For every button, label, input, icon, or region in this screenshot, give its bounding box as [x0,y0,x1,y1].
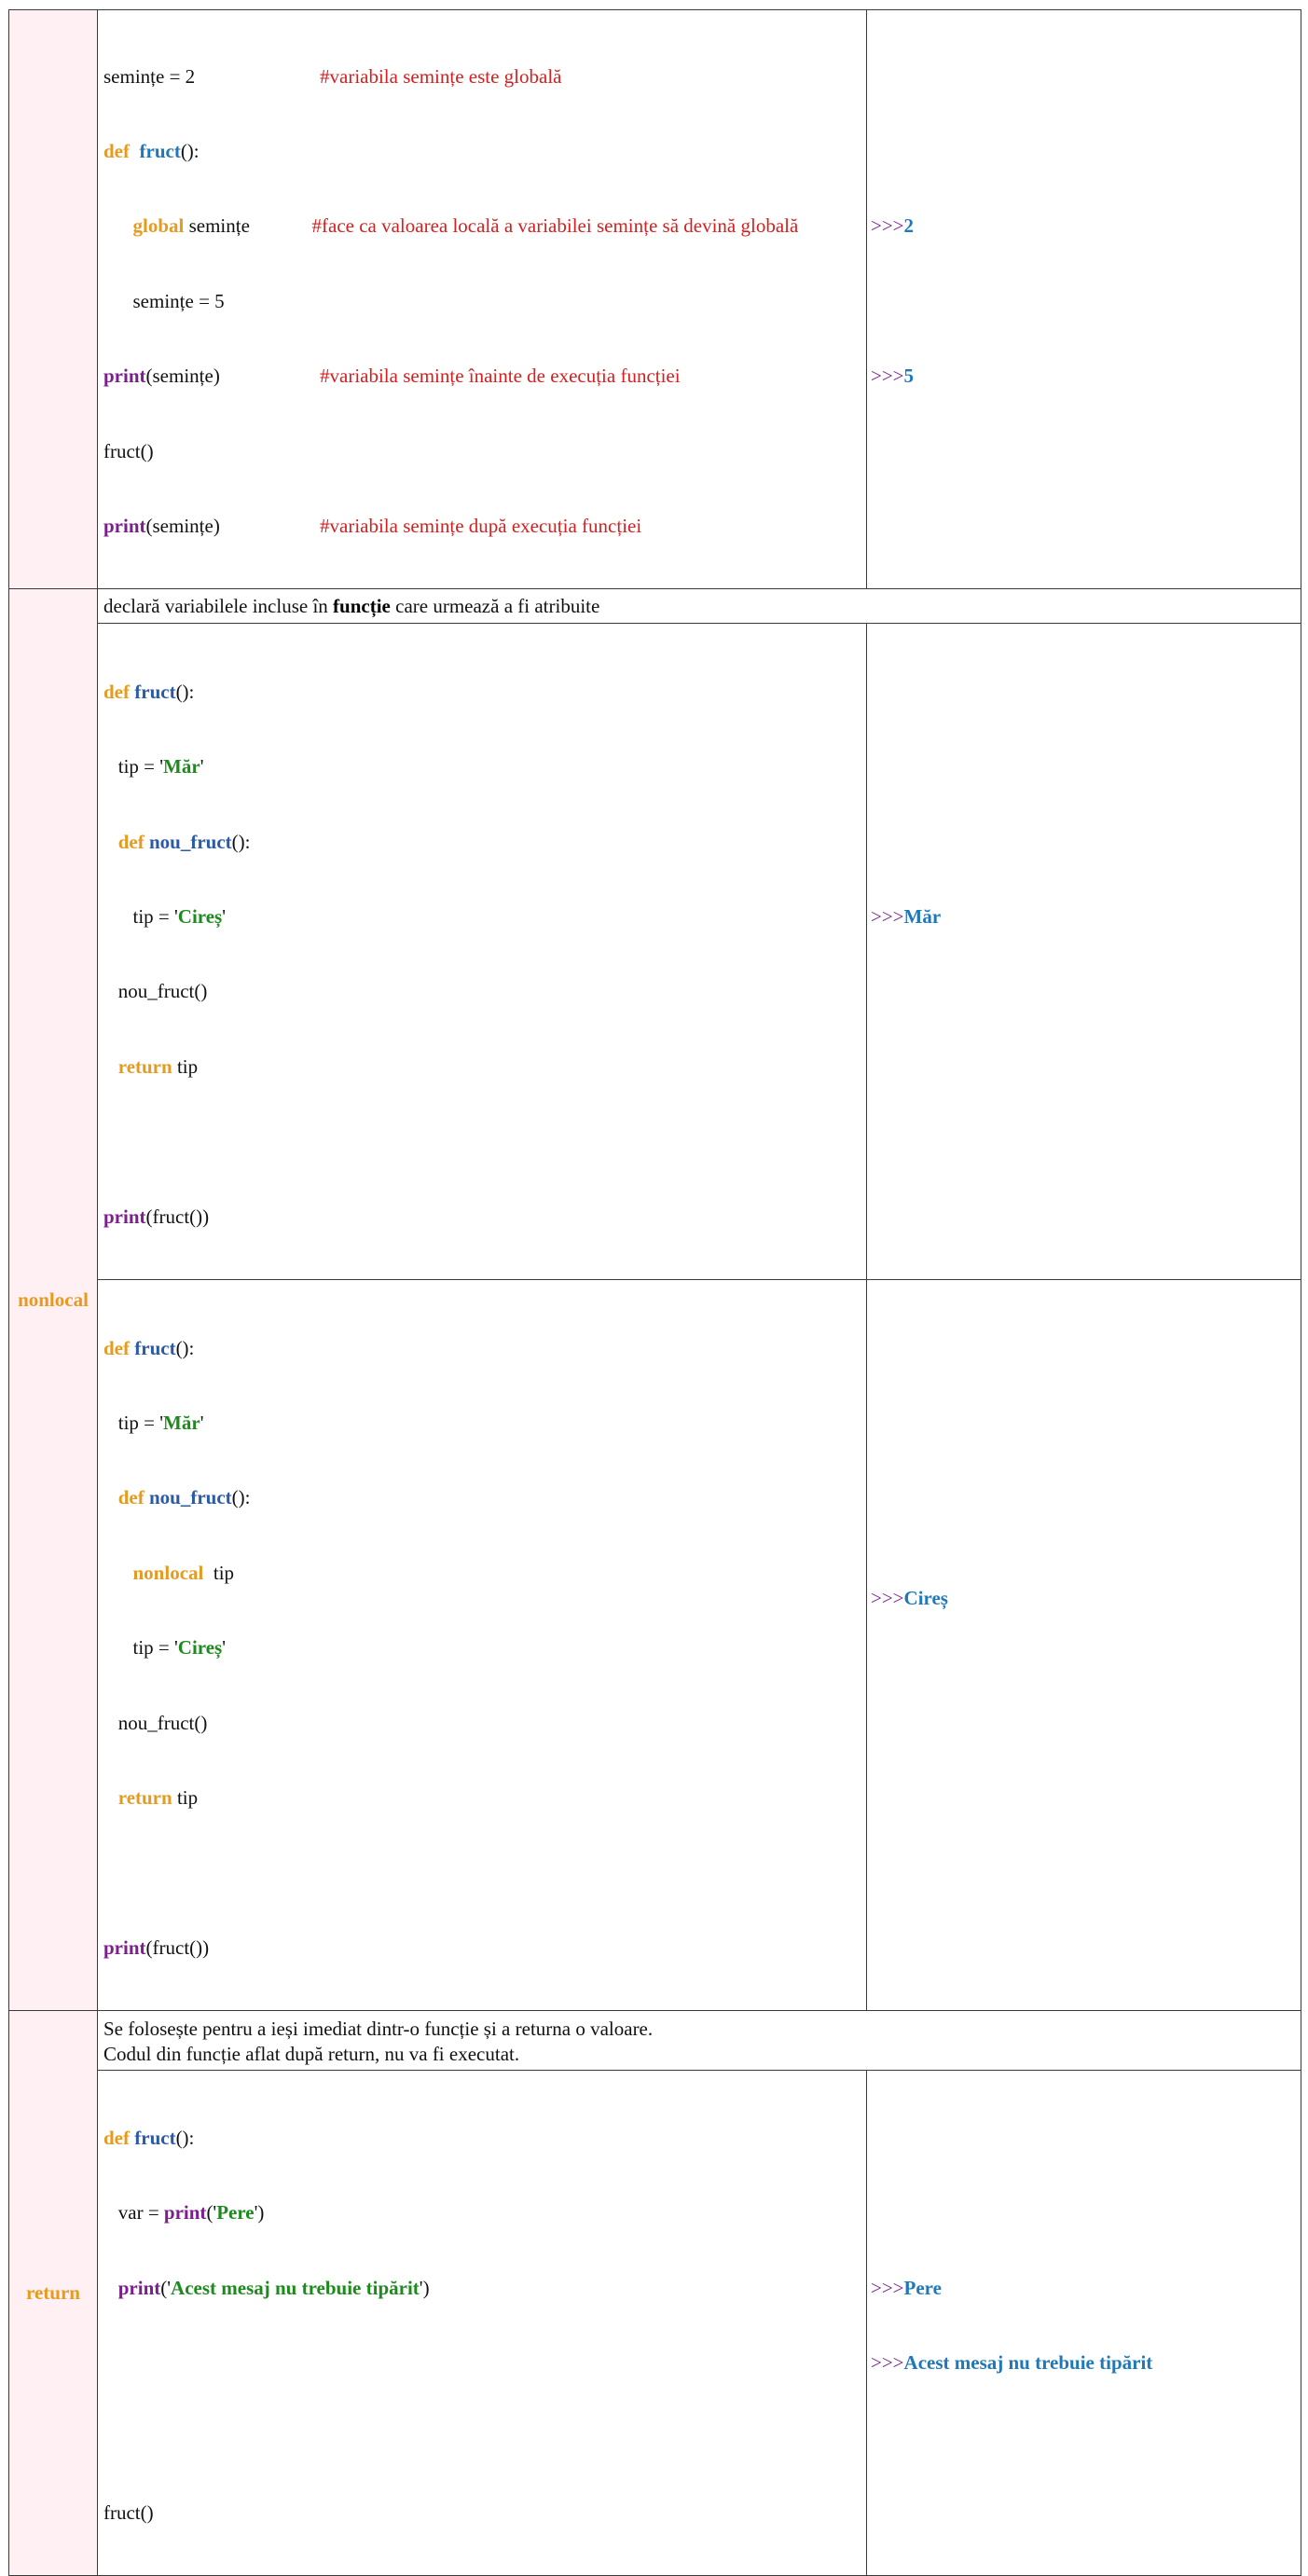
keyword-reference-table [8,9,1301,2576]
return-example-row [9,2071,1301,2576]
return-keyword-label: return [26,2281,80,2305]
return-example-output-cell [867,2071,1301,2576]
code-block [98,10,866,588]
code-comment: #variabila semințe este globală [320,64,562,88]
output-line: >>>5 [871,365,915,388]
return-example-code-cell [98,2071,867,2576]
global-label-cell [9,10,98,589]
nonlocal-example1-output-cell [867,624,1301,1280]
code-line: fruct() [103,439,154,462]
nonlocal-example1-code-cell [98,624,867,1280]
code-comment: #face ca valoarea locală a variabilei semințe să devină globală [311,214,799,238]
code-block: def fruct(): tip = 'Măr' def nou_fruct(): tip = 'Cireș' nou_fruct() return tip print(fruct()) [103,680,251,1228]
global-code-cell [98,10,867,589]
nonlocal-description-row [9,589,1301,624]
code-line: semințe = 5 [132,289,225,312]
code-comment: #variabila semințe după execuția funcției [320,514,642,537]
nonlocal-example1-row [9,624,1301,1280]
return-label-cell [9,2011,98,2576]
nonlocal-description-cell: declară variabilele incluse în funcție care urmează a fi atribuite [98,589,1301,624]
code-line: def fruct(): [103,139,200,162]
output-line: >>>Acest mesaj nu trebuie tipărit [871,2350,1153,2374]
nonlocal-keyword-label: nonlocal [18,1288,89,1311]
code-line: print(semințe) #variabila semințe după execuția funcției [103,514,642,537]
code-line: semințe = 2 #variabila semințe este globală [103,64,562,88]
code-line: global semințe #face ca valoarea locală a variabilei semințe să devină globală [132,214,799,238]
output-line: >>>Pere [871,2276,942,2299]
output-line: >>>2 [871,214,915,238]
code-block: def fruct(): var = print('Pere') print('Acest mesaj nu trebuie tipărit') fruct() [103,2126,430,2524]
code-line: print(semințe) #variabila semințe înainte de execuția funcției [103,365,681,388]
nonlocal-example2-row [9,1280,1301,2011]
output-line: >>>Măr [871,905,942,929]
nonlocal-example2-code-cell [98,1280,867,2011]
return-description-row [9,2011,1301,2071]
nonlocal-label-cell [9,589,98,2011]
nonlocal-example2-output-cell [867,1280,1301,2011]
global-output-cell [867,10,1301,589]
global-example-row [9,10,1301,589]
code-block: def fruct(): tip = 'Măr' def nou_fruct(): nonlocal tip tip = 'Cireș' nou_fruct() return tip print(fruct()) [103,1336,251,1959]
code-comment: #variabila semințe înainte de execuția funcției [320,365,681,388]
output-line: >>>Cireș [871,1586,948,1609]
output-block [867,10,1301,439]
return-description-cell: Se folosește pentru a ieși imediat dintr-o funcție și a returna o valoare. Codul din funcție aflat după return, nu va fi executat. [98,2011,1301,2071]
